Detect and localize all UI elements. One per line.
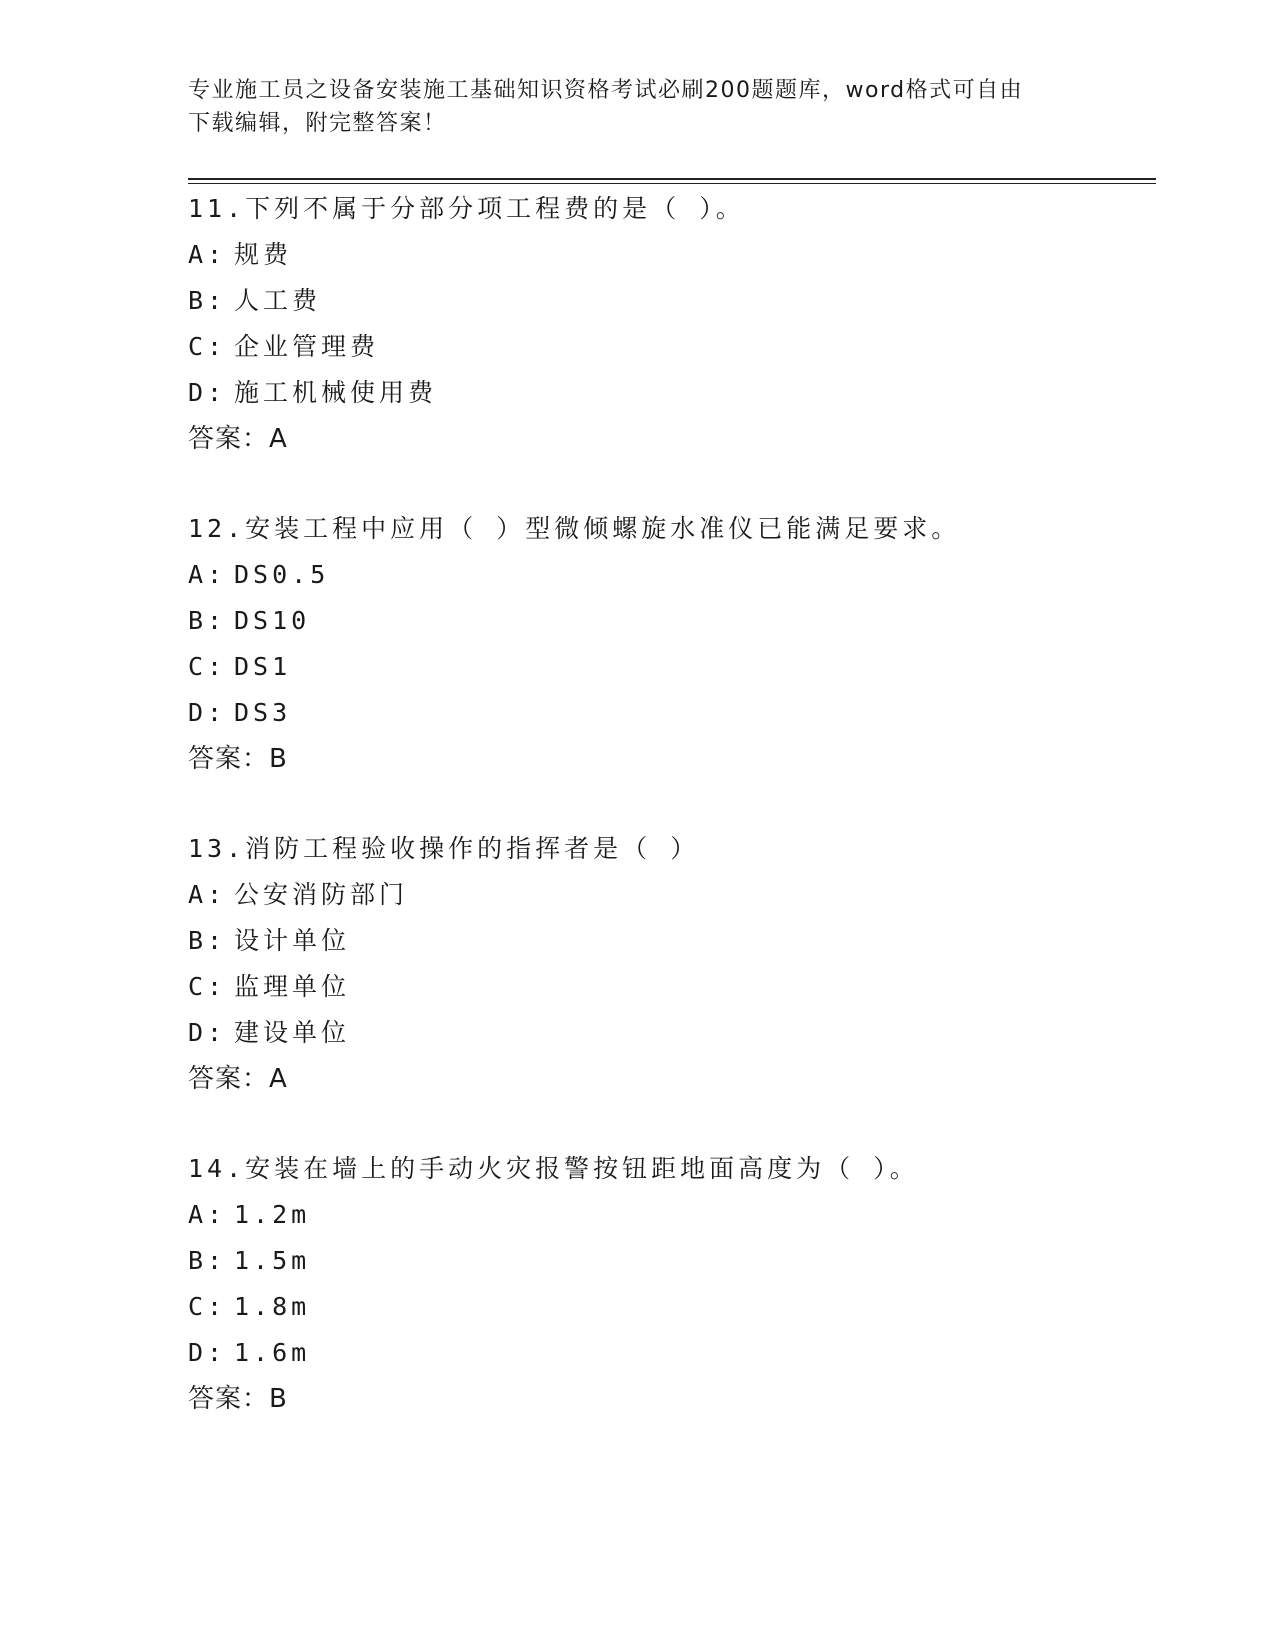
option-text: DS10 <box>234 606 311 635</box>
question-11 <box>188 186 1148 462</box>
option-label: D: <box>188 378 227 407</box>
option-text: 公安消防部门 <box>234 880 409 909</box>
option-text: 1.5m <box>234 1246 311 1275</box>
header-divider-thick <box>188 178 1156 180</box>
option-label: C: <box>188 1292 227 1321</box>
option-d <box>188 690 1148 736</box>
option-b <box>188 1238 1148 1284</box>
option-d <box>188 1330 1148 1376</box>
option-c <box>188 964 1148 1010</box>
option-text: 监理单位 <box>234 972 351 1001</box>
option-label: D: <box>188 698 227 727</box>
option-d <box>188 370 1148 416</box>
option-text: DS1 <box>234 652 292 681</box>
option-c <box>188 644 1148 690</box>
option-label: D: <box>188 1018 227 1047</box>
option-label: B: <box>188 606 227 635</box>
option-a <box>188 232 1148 278</box>
question-14 <box>188 1146 1148 1422</box>
option-label: C: <box>188 972 227 1001</box>
question-title: 11.下列不属于分部分项工程费的是（ ）。 <box>188 194 745 223</box>
header-line-2: 下载编辑，附完整答案！ <box>188 111 447 136</box>
option-label: C: <box>188 332 227 361</box>
header-divider-thin <box>188 183 1156 184</box>
option-text: 规费 <box>234 240 293 269</box>
option-label: A: <box>188 1200 227 1229</box>
question-13 <box>188 826 1148 1102</box>
answer-line: 答案：A <box>188 424 288 454</box>
option-text: 1.6m <box>234 1338 311 1367</box>
option-a <box>188 1192 1148 1238</box>
option-text: 1.8m <box>234 1292 311 1321</box>
option-text: 人工费 <box>234 286 322 315</box>
option-a <box>188 872 1148 918</box>
option-label: C: <box>188 652 227 681</box>
option-b <box>188 598 1148 644</box>
option-label: B: <box>188 926 227 955</box>
option-c <box>188 1284 1148 1330</box>
option-text: 企业管理费 <box>234 332 380 361</box>
option-text: 施工机械使用费 <box>234 378 438 407</box>
option-label: A: <box>188 880 227 909</box>
question-title: 13.消防工程验收操作的指挥者是（ ） <box>188 834 700 863</box>
option-label: B: <box>188 286 227 315</box>
option-label: B: <box>188 1246 227 1275</box>
document-header <box>188 74 1088 140</box>
header-line-1: 专业施工员之设备安装施工基础知识资格考试必刷200题题库，word格式可自由 <box>188 78 1024 103</box>
question-12 <box>188 506 1148 782</box>
option-label: A: <box>188 240 227 269</box>
question-title: 12.安装工程中应用（ ）型微倾螺旋水准仪已能满足要求。 <box>188 514 961 543</box>
answer-line: 答案：A <box>188 1064 288 1094</box>
option-a <box>188 552 1148 598</box>
option-text: DS0.5 <box>234 560 330 589</box>
option-label: A: <box>188 560 227 589</box>
answer-line: 答案：B <box>188 744 288 774</box>
option-text: 1.2m <box>234 1200 311 1229</box>
answer-line: 答案：B <box>188 1384 288 1414</box>
option-d <box>188 1010 1148 1056</box>
option-text: 设计单位 <box>234 926 351 955</box>
option-b <box>188 918 1148 964</box>
question-title: 14.安装在墙上的手动火灾报警按钮距地面高度为（ ）。 <box>188 1154 919 1183</box>
option-c <box>188 324 1148 370</box>
option-text: 建设单位 <box>234 1018 351 1047</box>
option-b <box>188 278 1148 324</box>
option-label: D: <box>188 1338 227 1367</box>
option-text: DS3 <box>234 698 292 727</box>
